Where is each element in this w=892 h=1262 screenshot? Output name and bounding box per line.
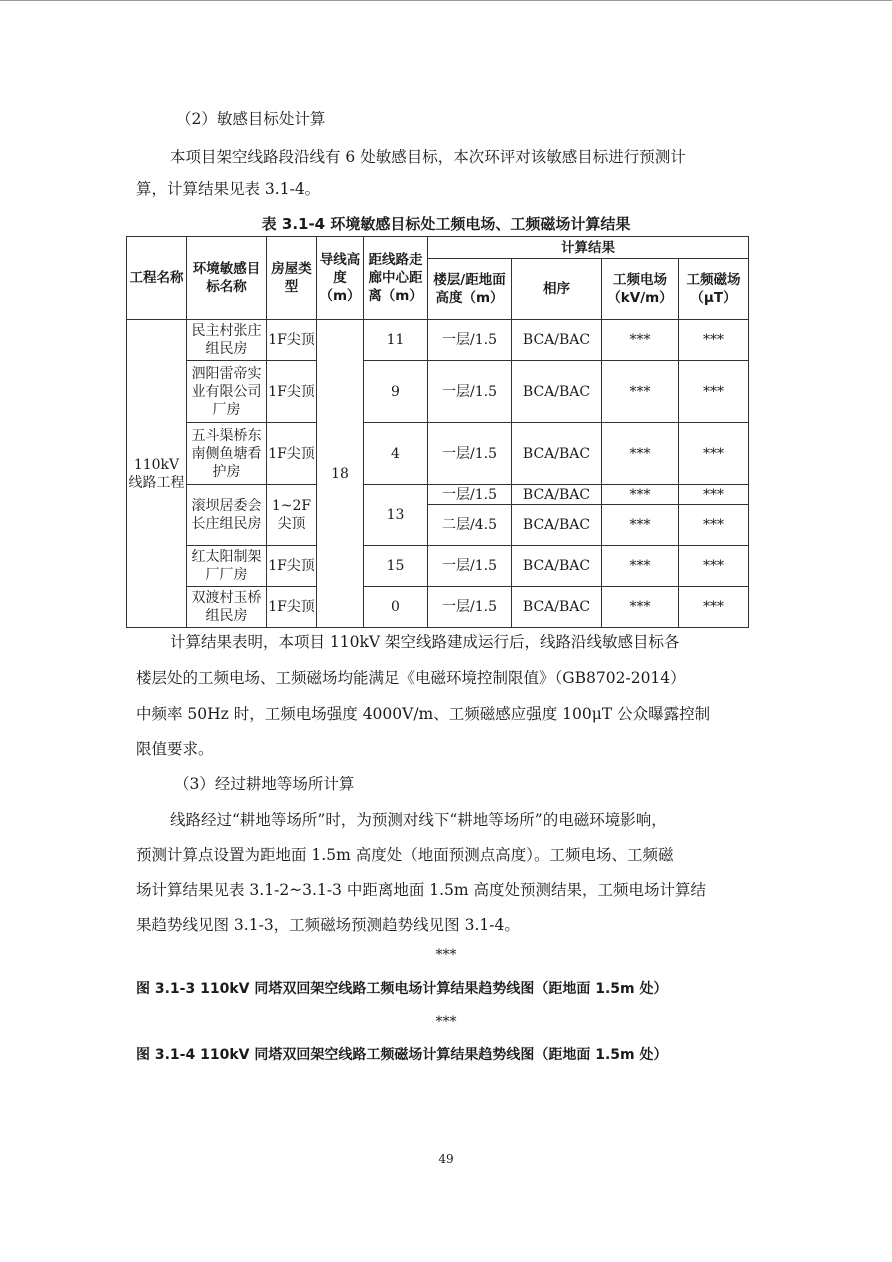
floor-cell: 一层/1.5 xyxy=(428,485,512,505)
floor-cell: 一层/1.5 xyxy=(428,361,512,423)
header-house-type: 房屋类型 xyxy=(267,237,317,320)
floor-cell: 一层/1.5 xyxy=(428,587,512,628)
phase-cell: BCA/BAC xyxy=(512,587,602,628)
target-name-cell: 泗阳雷帝实业有限公司厂房 xyxy=(187,361,267,423)
electric-field-cell: *** xyxy=(602,587,679,628)
magnetic-field-cell: *** xyxy=(679,423,749,485)
page-number: 49 xyxy=(438,1152,454,1166)
phase-cell: BCA/BAC xyxy=(512,485,602,505)
floor-cell: 一层/1.5 xyxy=(428,423,512,485)
electric-field-cell: *** xyxy=(602,485,679,505)
target-name-cell: 民主村张庄组民房 xyxy=(187,320,267,361)
header-target-name: 环境敏感目标名称 xyxy=(187,237,267,320)
header-conductor-height: 导线高度（m） xyxy=(317,237,364,320)
target-name-cell: 双渡村玉桥组民房 xyxy=(187,587,267,628)
phase-cell: BCA/BAC xyxy=(512,505,602,546)
section3-para-line-4: 果趋势线见图 3.1-3，工频磁场预测趋势线见图 3.1-4。 xyxy=(136,916,520,934)
magnetic-field-cell: *** xyxy=(679,546,749,587)
house-type-cell: 1F尖顶 xyxy=(267,587,317,628)
intro-line-1: 本项目架空线路段沿线有 6 处敏感目标，本次环评对该敏感目标进行预测计 xyxy=(170,148,686,166)
house-type-cell: 1F尖顶 xyxy=(267,546,317,587)
floor-cell: 一层/1.5 xyxy=(428,320,512,361)
header-magnetic-field: 工频磁场（μT） xyxy=(679,259,749,320)
header-floor-height: 楼层/距地面高度（m） xyxy=(428,259,512,320)
header-phase: 相序 xyxy=(512,259,602,320)
electric-field-cell: *** xyxy=(602,320,679,361)
table-header-row-1 xyxy=(127,237,749,259)
electric-field-cell: *** xyxy=(602,505,679,546)
page-top-border xyxy=(0,0,892,1)
target-name-cell: 红太阳制架厂厂房 xyxy=(187,546,267,587)
electric-field-cell: *** xyxy=(602,361,679,423)
result-para-line-3: 中频率 50Hz 时，工频电场强度 4000V/m、工频磁感应强度 100μT 公众曝露控制 xyxy=(136,705,711,723)
figure2-placeholder: *** xyxy=(435,1014,457,1030)
distance-cell: 0 xyxy=(364,587,428,628)
phase-cell: BCA/BAC xyxy=(512,320,602,361)
electric-field-cell: *** xyxy=(602,423,679,485)
phase-cell: BCA/BAC xyxy=(512,361,602,423)
result-para-line-2: 楼层处的工频电场、工频磁场均能满足《电磁环境控制限值》（GB8702-2014） xyxy=(136,669,686,687)
table-row xyxy=(127,546,749,587)
figure2-caption: 图 3.1-4 110kV 同塔双回架空线路工频磁场计算结果趋势线图（距地面 1.5m 处） xyxy=(136,1047,668,1063)
table-row xyxy=(127,587,749,628)
figure1-caption: 图 3.1-3 110kV 同塔双回架空线路工频电场计算结果趋势线图（距地面 1.5m 处） xyxy=(136,981,668,997)
distance-cell: 4 xyxy=(364,423,428,485)
section2-heading: （2）敏感目标处计算 xyxy=(176,110,326,128)
target-name-cell: 五斗渠桥东南侧鱼塘看护房 xyxy=(187,423,267,485)
section3-para-line-2: 预测计算点设置为距地面 1.5m 高度处（地面预测点高度）。工频电场、工频磁 xyxy=(136,846,674,864)
result-para-line-1: 计算结果表明，本项目 110kV 架空线路建成运行后，线路沿线敏感目标各 xyxy=(170,633,680,651)
figure1-placeholder: *** xyxy=(435,947,457,963)
magnetic-field-cell: *** xyxy=(679,505,749,546)
magnetic-field-cell: *** xyxy=(679,485,749,505)
header-project-name: 工程名称 xyxy=(127,237,187,320)
floor-cell: 二层/4.5 xyxy=(428,505,512,546)
project-name-cell: 110kV线路工程 xyxy=(127,320,187,628)
magnetic-field-cell: *** xyxy=(679,361,749,423)
house-type-cell: 1~2F尖顶 xyxy=(267,485,317,546)
header-electric-field: 工频电场（kV/m） xyxy=(602,259,679,320)
table-row xyxy=(127,361,749,423)
distance-cell: 11 xyxy=(364,320,428,361)
intro-line-2: 算，计算结果见表 3.1-4。 xyxy=(136,180,321,198)
house-type-cell: 1F尖顶 xyxy=(267,320,317,361)
floor-cell: 一层/1.5 xyxy=(428,546,512,587)
electric-field-cell: *** xyxy=(602,546,679,587)
phase-cell: BCA/BAC xyxy=(512,546,602,587)
section3-para-line-3: 场计算结果见表 3.1-2~3.1-3 中距离地面 1.5m 高度处预测结果，工频电场计算结 xyxy=(136,881,707,899)
distance-cell: 15 xyxy=(364,546,428,587)
table-row xyxy=(127,320,749,361)
table-row xyxy=(127,485,749,505)
house-type-cell: 1F尖顶 xyxy=(267,423,317,485)
target-name-cell: 滚坝居委会长庄组民房 xyxy=(187,485,267,546)
distance-cell: 9 xyxy=(364,361,428,423)
result-para-line-4: 限值要求。 xyxy=(136,740,214,758)
distance-cell: 13 xyxy=(364,485,428,546)
header-results: 计算结果 xyxy=(428,237,749,259)
section3-heading: （3）经过耕地等场所计算 xyxy=(174,775,355,793)
header-distance: 距线路走廊中心距离（m） xyxy=(364,237,428,320)
results-table xyxy=(126,236,749,628)
phase-cell: BCA/BAC xyxy=(512,423,602,485)
magnetic-field-cell: *** xyxy=(679,587,749,628)
table-row xyxy=(127,423,749,485)
house-type-cell: 1F尖顶 xyxy=(267,361,317,423)
conductor-height-cell: 18 xyxy=(317,320,364,628)
section3-para-line-1: 线路经过“耕地等场所”时，为预测对线下“耕地等场所”的电磁环境影响， xyxy=(170,811,667,829)
table-title: 表 3.1-4 环境敏感目标处工频电场、工频磁场计算结果 xyxy=(261,215,631,233)
magnetic-field-cell: *** xyxy=(679,320,749,361)
